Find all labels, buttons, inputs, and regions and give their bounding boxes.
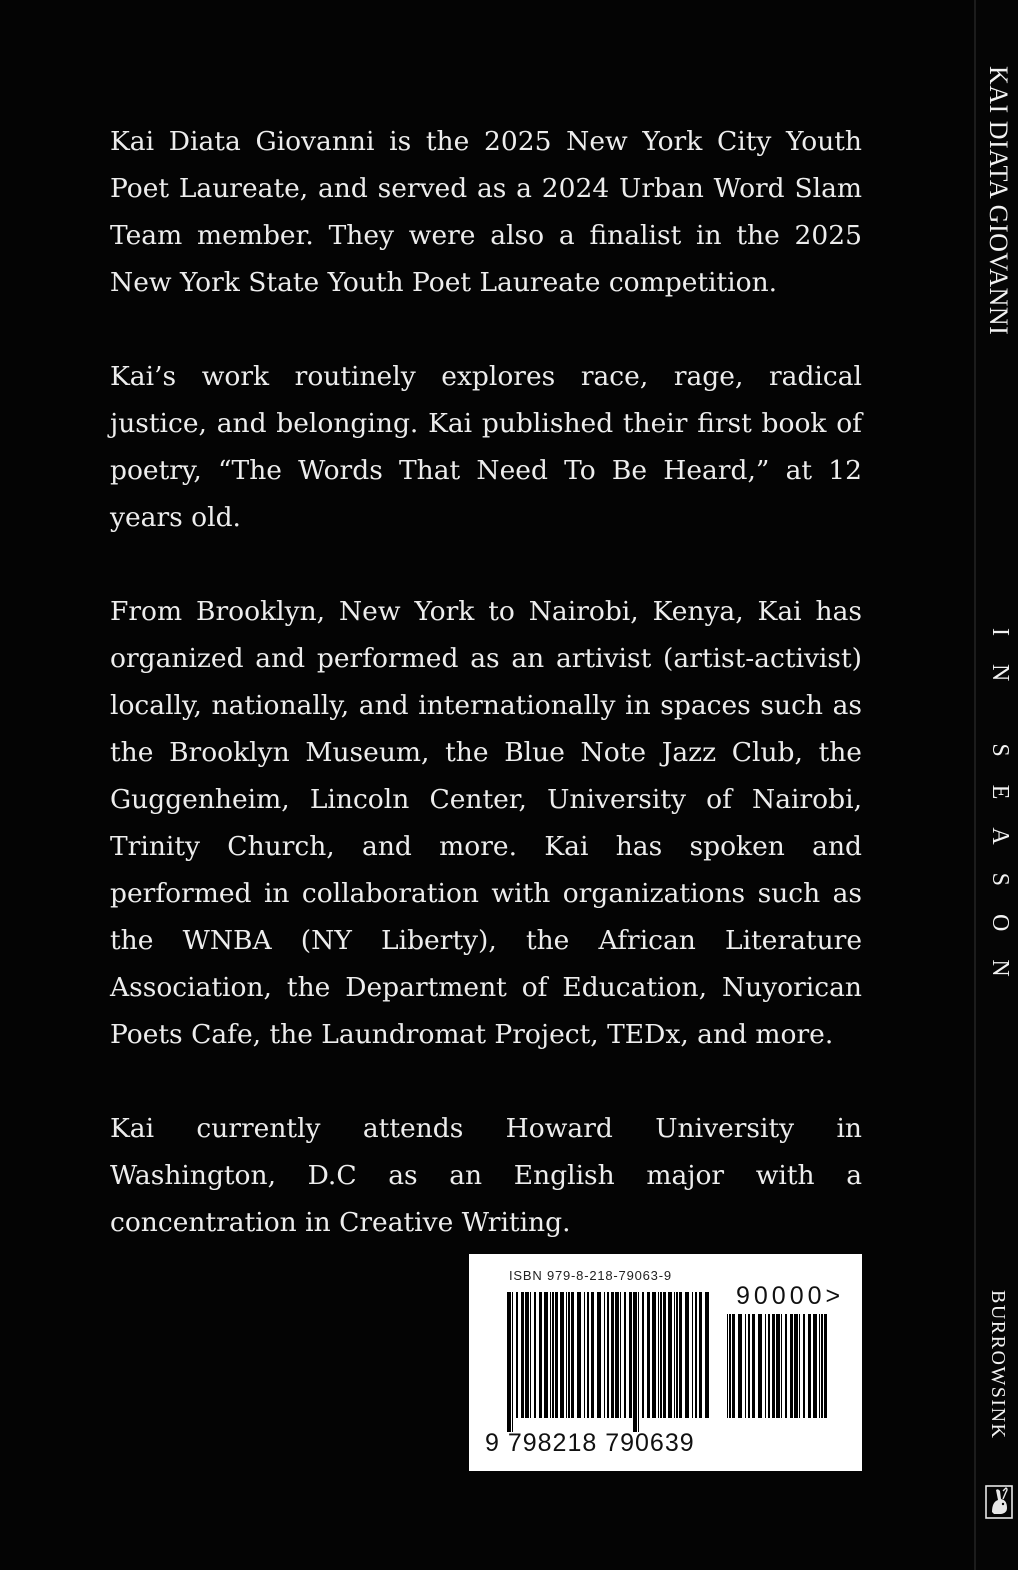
barcode-bar (611, 1292, 614, 1418)
barcode-bar (560, 1292, 564, 1418)
isbn-barcode (469, 1254, 862, 1471)
barcode-addon-bars (727, 1314, 827, 1432)
barcode-bar (607, 1292, 609, 1418)
barcode-bar (530, 1292, 531, 1418)
author-bio (110, 118, 862, 1293)
barcode-bar (647, 1292, 650, 1418)
barcode-bar (552, 1292, 554, 1418)
barcode-bar (699, 1292, 702, 1418)
barcode-bar (577, 1292, 581, 1418)
barcode-bar (615, 1292, 619, 1418)
barcode-bar (752, 1314, 755, 1418)
burrowsink-rabbit-logo-icon (984, 1482, 1014, 1522)
barcode-bar (568, 1292, 570, 1418)
barcode-bar (824, 1314, 827, 1418)
barcode-bar (679, 1292, 682, 1418)
barcode-bar (819, 1314, 820, 1418)
barcode-bar (745, 1314, 746, 1418)
barcode-bar (633, 1292, 637, 1432)
barcode-bar (584, 1292, 585, 1418)
barcode-bar (674, 1292, 675, 1418)
barcode-bar (738, 1314, 742, 1418)
barcode-bar (516, 1292, 518, 1418)
barcode-bar (604, 1292, 605, 1418)
isbn-label: ISBN 979-8-218-79063-9 (509, 1268, 672, 1283)
barcode-bar (642, 1292, 644, 1418)
barcode-main-bars (507, 1292, 709, 1432)
barcode-bar (808, 1314, 811, 1418)
spine-publisher: BURROWSINK (987, 1290, 1009, 1440)
barcode-bar (638, 1292, 639, 1432)
barcode-bar (794, 1314, 798, 1418)
barcode-bar (660, 1292, 662, 1418)
barcode-bar (507, 1292, 511, 1432)
barcode-bar (692, 1292, 693, 1418)
barcode-bar (765, 1314, 766, 1418)
barcode-bar (727, 1314, 728, 1418)
barcode-bar (587, 1292, 589, 1418)
barcode-bar (658, 1292, 659, 1418)
barcode-bar (591, 1292, 594, 1418)
bio-paragraph-3: From Brooklyn, New York to Nairobi, Kenya, Kai has organized and performed as an artivist (artist-activist) locally, nationally, and internationally in spaces such as the Brooklyn Museum, the Blue Note Jazz Club, the Guggenheim, Lincoln Center, University of Nairobi, Trinity Church, and more. Kai has spoken and performed in collaboration with organizations such as the WNBA (NY Liberty), the African Literature Association, the Department of Education, Nuyorican Poets Cafe, the Laundromat Project, TEDx, and more. (110, 596, 862, 1050)
barcode-bar (539, 1292, 542, 1418)
barcode-bar (732, 1314, 735, 1418)
ean-digits: 9 798218 790639 (485, 1429, 695, 1457)
spine-title: IN SEASON (987, 628, 1013, 1005)
barcode-bar (521, 1292, 524, 1418)
barcode-bar (695, 1292, 697, 1418)
barcode-bar (555, 1292, 558, 1418)
barcode-bar (652, 1292, 656, 1418)
barcode-bar (772, 1314, 775, 1418)
barcode-bar (790, 1314, 793, 1418)
barcode-bar (676, 1292, 678, 1418)
barcode-bar (624, 1292, 626, 1418)
barcode-bar (821, 1314, 823, 1418)
barcode-bar (748, 1314, 750, 1418)
barcode-bar (781, 1314, 782, 1418)
barcode-bar (566, 1292, 567, 1418)
bio-paragraph-4: Kai currently attends Howard University in Washington, D.C as an English major with a concentration in Creative Writing. (110, 1113, 862, 1238)
barcode-bar (785, 1314, 787, 1418)
barcode-bar (544, 1292, 548, 1418)
spine-author: KAI DIATA GIOVANNI (984, 66, 1013, 336)
bio-paragraph-2: Kai’s work routinely explores race, rage, radical justice, and belonging. Kai published their first book of poetry, “The Words That Need To Be Heard,” at 12 years old. (110, 361, 862, 533)
barcode-bar (512, 1292, 513, 1432)
barcode-bar (803, 1314, 805, 1418)
barcode-bar (813, 1314, 817, 1418)
price-code: 90000> (736, 1282, 845, 1310)
barcode-bar (620, 1292, 621, 1418)
barcode-bar (668, 1292, 672, 1418)
barcode-bar (776, 1314, 780, 1418)
barcode-bar (629, 1292, 632, 1418)
barcode-bar (534, 1292, 536, 1418)
barcode-bar (663, 1292, 666, 1418)
barcode-bar (799, 1314, 800, 1418)
barcode-bar (571, 1292, 574, 1418)
barcode-bar (550, 1292, 551, 1418)
barcode-bar (729, 1314, 731, 1418)
barcode-bar (525, 1292, 529, 1418)
barcode-bar (768, 1314, 770, 1418)
barcode-bar (685, 1292, 689, 1418)
barcode-bar (597, 1292, 601, 1418)
barcode-bar (705, 1292, 709, 1418)
barcode-bar (758, 1314, 762, 1418)
bio-paragraph-1: Kai Diata Giovanni is the 2025 New York City Youth Poet Laureate, and served as a 2024 Urban Word Slam Team member. They were also a finalist in the 2025 New York State Youth Poet Laureate competition. (110, 126, 862, 298)
